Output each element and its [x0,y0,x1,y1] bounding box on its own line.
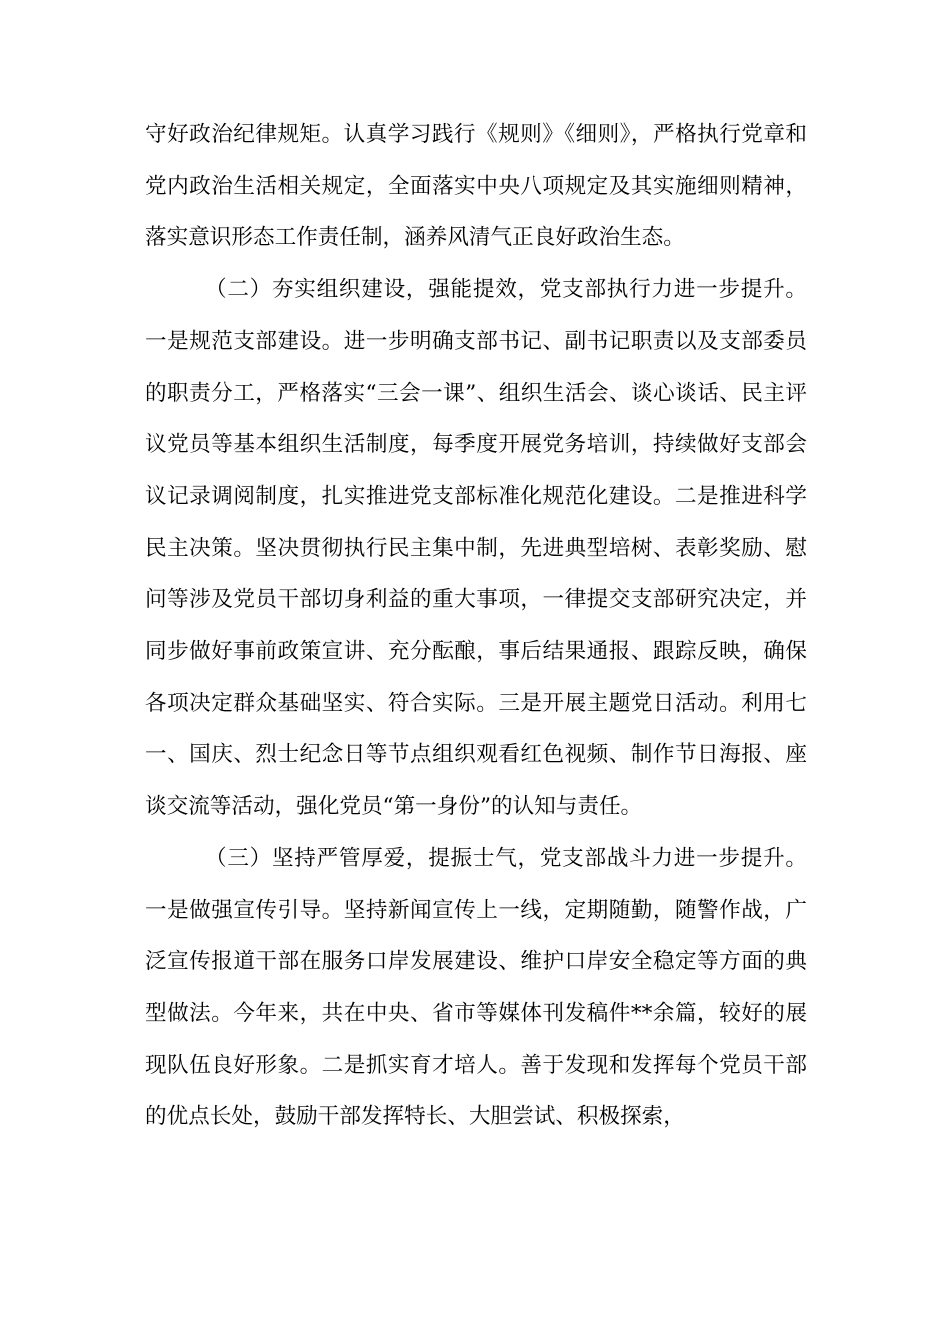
paragraph-political-discipline: 守好政治纪律规矩。认真学习践行《规则》《细则》，严格执行党章和党内政治生活相关规定，全面落实中央八项规定及其实施细则精神，落实意识形态工作责任制，涵养风清气正良好政治生态。 [145,122,807,251]
document-body [145,109,807,1143]
paragraph-strict-management: （三）坚持严管厚爱，提振士气，党支部战斗力进一步提升。一是做强宣传引导。坚持新闻宣传上一线，定期随勤，随警作战，广泛宣传报道干部在服务口岸发展建设、维护口岸安全稳定等方面的典型做法。今年来，共在中央、省市等媒体刊发稿件**余篇，较好的展现队伍良好形象。二是抓实育才培人。善于发现和发挥每个党员干部的优点长处，鼓励干部发挥特长、大胆尝试、积极探索， [145,845,807,1130]
paragraph-organization-building: （二）夯实组织建设，强能提效，党支部执行力进一步提升。一是规范支部建设。进一步明确支部书记、副书记职责以及支部委员的职责分工，严格落实“三会一课”、组织生活会、谈心谈话、民主评议党员等基本组织生活制度，每季度开展党务培训，持续做好支部会议记录调阅制度，扎实推进党支部标准化规范化建设。二是推进科学民主决策。坚决贯彻执行民主集中制，先进典型培树、表彰奖励、慰问等涉及党员干部切身利益的重大事项，一律提交支部研究决定，并同步做好事前政策宣讲、充分酝酿，事后结果通报、跟踪反映，确保各项决定群众基础坚实、符合实际。三是开展主题党日活动。利用七一、国庆、烈士纪念日等节点组织观看红色视频、制作节日海报、座谈交流等活动，强化党员“第一身份”的认知与责任。 [145,277,807,820]
